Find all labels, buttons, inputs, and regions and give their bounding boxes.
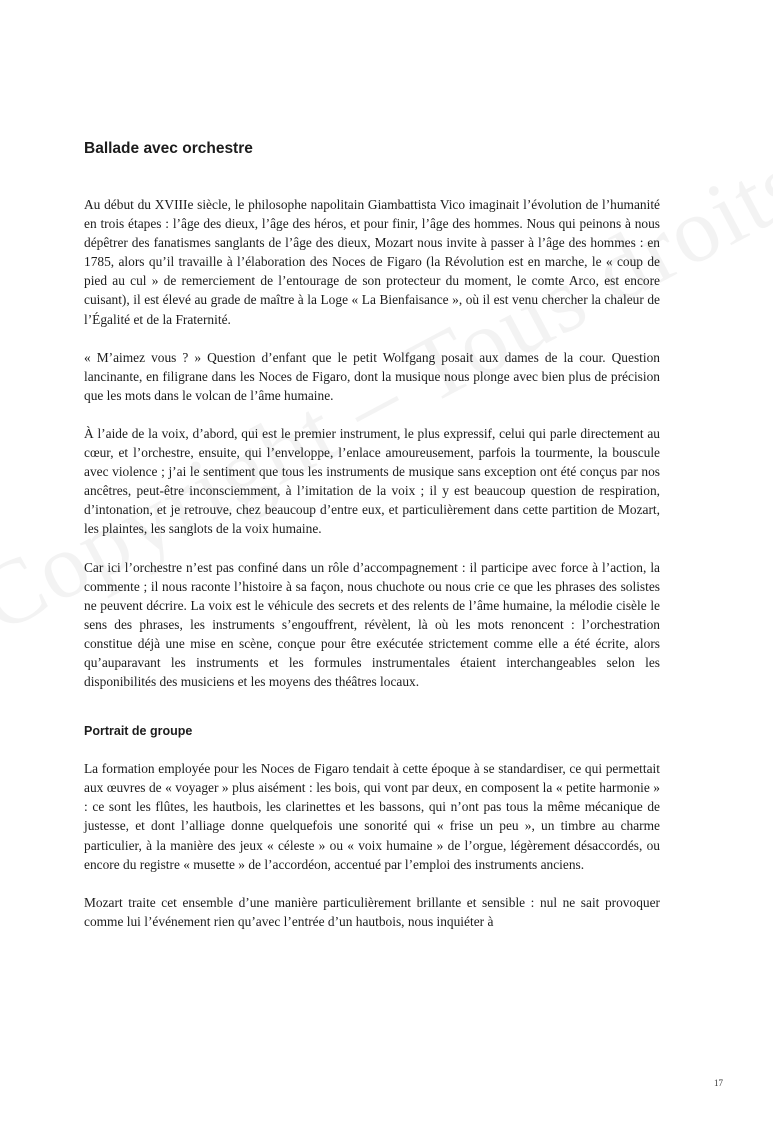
section-title-portrait: Portrait de groupe xyxy=(84,724,193,739)
page-number: 17 xyxy=(714,1078,723,1088)
section-title-ballade: Ballade avec orchestre xyxy=(84,140,253,157)
paragraph: La formation employée pour les Noces de Figaro tendait à cette époque à se standardiser, ce qui permettait aux œuvres de « voyager » plus aisément : les bois, qui vont par deux, en composent la « petite harmonie » : ce sont les flûtes, les hautbois, les clarinettes et les bassons, qui n’ont pas tous la même mécanique de justesse, et dont l’alliage donne quelquefois une sonorité qui « frise un peu », un timbre au charme particulier, à la manière des jeux « céleste » ou « voix humaine » de l’orgue, légèrement désaccordés, ou encore du registre « musette » de l’accordéon, accentué par l’emploi des instruments anciens. xyxy=(84,761,660,872)
paragraph: À l’aide de la voix, d’abord, qui est le premier instrument, le plus expressif, celui qui parle directement au cœur, et l’orchestre, ensuite, qui l’enveloppe, l’enlace amoureusement, parfois la tourmente, la bouscule avec violence ; j’ai le sentiment que tous les instruments de musique sans exception ont été conçus par nos ancêtres, peut-être inconsciemment, à l’imitation de la voix ; il y est beaucoup question de respiration, d’intonation, et je retrouve, chez beaucoup d’entre eux, et particulièrement dans cette partition de Mozart, les plaintes, les sanglots de la voix humaine. xyxy=(84,425,660,537)
paragraph: « M’aimez vous ? » Question d’enfant que le petit Wolfgang posait aux dames de la cour. Question lancinante, en filigrane dans les Noces de Figaro, dont la musique nous plonge avec bien plus de précision que les mots dans le volcan de l’âme humaine. xyxy=(84,349,660,403)
paragraph: Au début du XVIIIe siècle, le philosophe napolitain Giambattista Vico imaginait l’évolution de l’humanité en trois étapes : l’âge des dieux, l’âge des héros, et pour finir, l’âge des hommes. Nous qui peinons à nous dépêtrer des fanatismes sanglants de l’âge des dieux, Mozart nous invite à passer à l’âge des hommes : en 1785, alors qu’il travaille à l’élaboration des Noces de Figaro (la Révolution est en marche, le « coup de pied au cul » de remerciement de l’entourage de son protecteur du moment, le comte Arco, est encore cuisant), il est élevé au grade de maître à la Loge « La Bienfaisance », où il est venu chercher la chaleur de l’Égalité et de la Fraternité. xyxy=(84,197,660,327)
paragraph: Mozart traite cet ensemble d’une manière particulièrement brillante et sensible : nul ne sait provoquer comme lui l’événement rien qu’avec l’entrée d’un hautbois, nous inquiéter à xyxy=(84,894,660,929)
page-content xyxy=(84,140,660,950)
paragraph: Car ici l’orchestre n’est pas confiné dans un rôle d’accompagnement : il participe avec force à l’action, la commente ; il nous raconte l’histoire à sa façon, nous chuchote ou nous crie ce que les phrases des solistes ne peuvent décrire. La voix est le véhicule des secrets et des relents de l’âme humaine, la mélodie cisèle le sens des phrases, les instruments s’engouffrent, révèlent, là où les mots renoncent : l’orchestration constitue déjà une mise en scène, conçue pour être exécutée strictement comme elle a été écrite, alors qu’auparavant les instruments et les formules instrumentales étaient interchangeables selon les disponibilités des musiciens et les moyens des théâtres locaux. xyxy=(84,559,660,690)
